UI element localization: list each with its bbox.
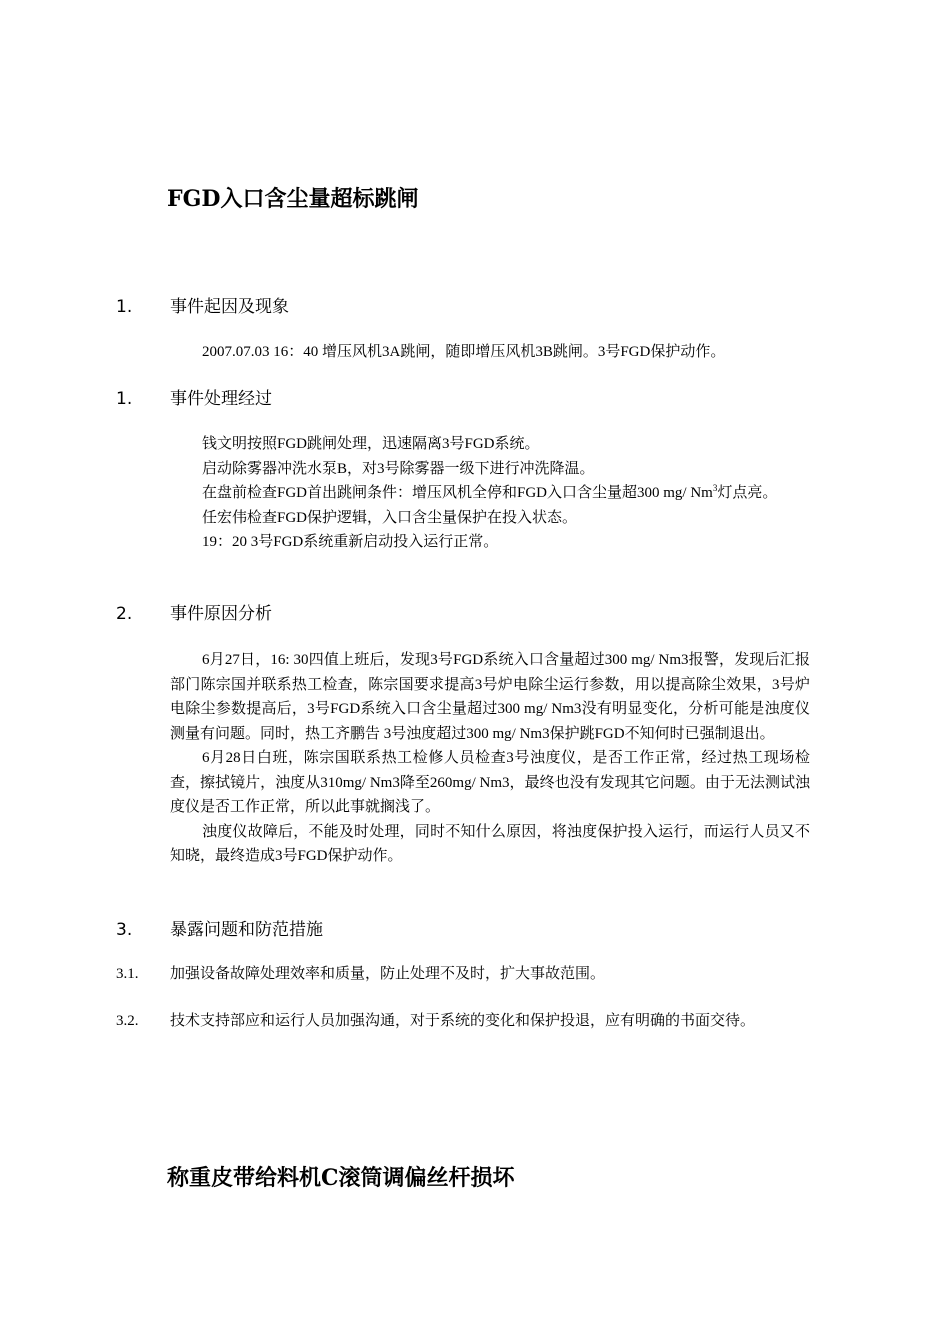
- section-body-handling: [170, 432, 810, 555]
- paragraph: 浊度仪故障后，不能及时处理，同时不知什么原因，将浊度保护投入运行，而运行人员又不知晓，最终造成3号FGD保护动作。: [170, 823, 810, 864]
- section-body-analysis: [170, 648, 810, 869]
- section-heading-cause: [116, 295, 289, 319]
- section-number: 1.: [116, 297, 133, 317]
- paragraph: 6月27日，16: 30四值上班后，发现3号FGD系统入口含量超过300 mg/ Nm3报警，发现后汇报部门陈宗国并联系热工检查，陈宗国要求提高3号炉电除尘运行参数，用以提高除尘效果，3号炉电除尘参数提高后，3号FGD系统入口含尘量超过300 mg/ Nm3没有明显变化，分析可能是浊度仪测量有问题。同时，热工齐鹏告 3号浊度超过300 mg/ Nm3保护跳FGD不知何时已强制退出。: [170, 652, 810, 742]
- paragraph: 6月28日白班，陈宗国联系热工检修人员检查3号浊度仪，是否工作正常，经过热工现场检查，擦拭镜片，浊度从310mg/ Nm3降至260mg/ Nm3，最终也没有发现其它问题。由于无法测试浊度仪是否工作正常，所以此事就搁浅了。: [170, 750, 810, 815]
- item-number: 3.2.: [116, 1013, 139, 1029]
- paragraph: 启动除雾器冲洗水泵B，对3号除雾器一级下进行冲洗降温。: [202, 460, 595, 477]
- measure-item: [116, 1009, 755, 1033]
- section-title: 暴露问题和防范措施: [170, 920, 323, 940]
- paragraph-text: 在盘前检查FGD首出跳闸条件：增压风机全停和FGD入口含尘量超300 mg/ Nm: [202, 485, 713, 501]
- paragraph: 2007.07.03 16：40 增压风机3A跳闸，随即增压风机3B跳闸。3号FGD保护动作。: [202, 344, 726, 360]
- section-body-cause: [170, 340, 810, 365]
- item-number: 3.1.: [116, 966, 139, 982]
- item-text: 技术支持部应和运行人员加强沟通，对于系统的变化和保护投退，应有明确的书面交待。: [170, 1013, 756, 1029]
- section-title: 事件处理经过: [170, 389, 272, 409]
- section-heading-measures: [116, 918, 323, 942]
- section-number: 2.: [116, 604, 133, 624]
- document-title: FGD入口含尘量超标跳闸: [167, 186, 419, 212]
- paragraph: 钱文明按照FGD跳闸处理，迅速隔离3号FGD系统。: [202, 436, 540, 452]
- section-title: 事件起因及现象: [170, 297, 289, 317]
- paragraph: 19：20 3号FGD系统重新启动投入运行正常。: [202, 534, 499, 550]
- paragraph: [170, 481, 810, 506]
- paragraph-text: 灯点亮。: [717, 485, 778, 501]
- section-number: 3.: [116, 920, 133, 940]
- measure-item: [116, 962, 605, 986]
- paragraph: 任宏伟检查FGD保护逻辑，入口含尘量保护在投入状态。: [202, 509, 578, 526]
- superscript: 3: [712, 483, 718, 493]
- section-title: 事件原因分析: [170, 604, 272, 624]
- section-number: 1.: [116, 389, 133, 409]
- item-text: 加强设备故障处理效率和质量，防止处理不及时，扩大事故范围。: [170, 966, 606, 982]
- section-heading-analysis: [116, 602, 272, 626]
- document-title-2: 称重皮带给料机C滚筒调偏丝杆损坏: [167, 1165, 515, 1191]
- section-heading-handling: [116, 387, 272, 411]
